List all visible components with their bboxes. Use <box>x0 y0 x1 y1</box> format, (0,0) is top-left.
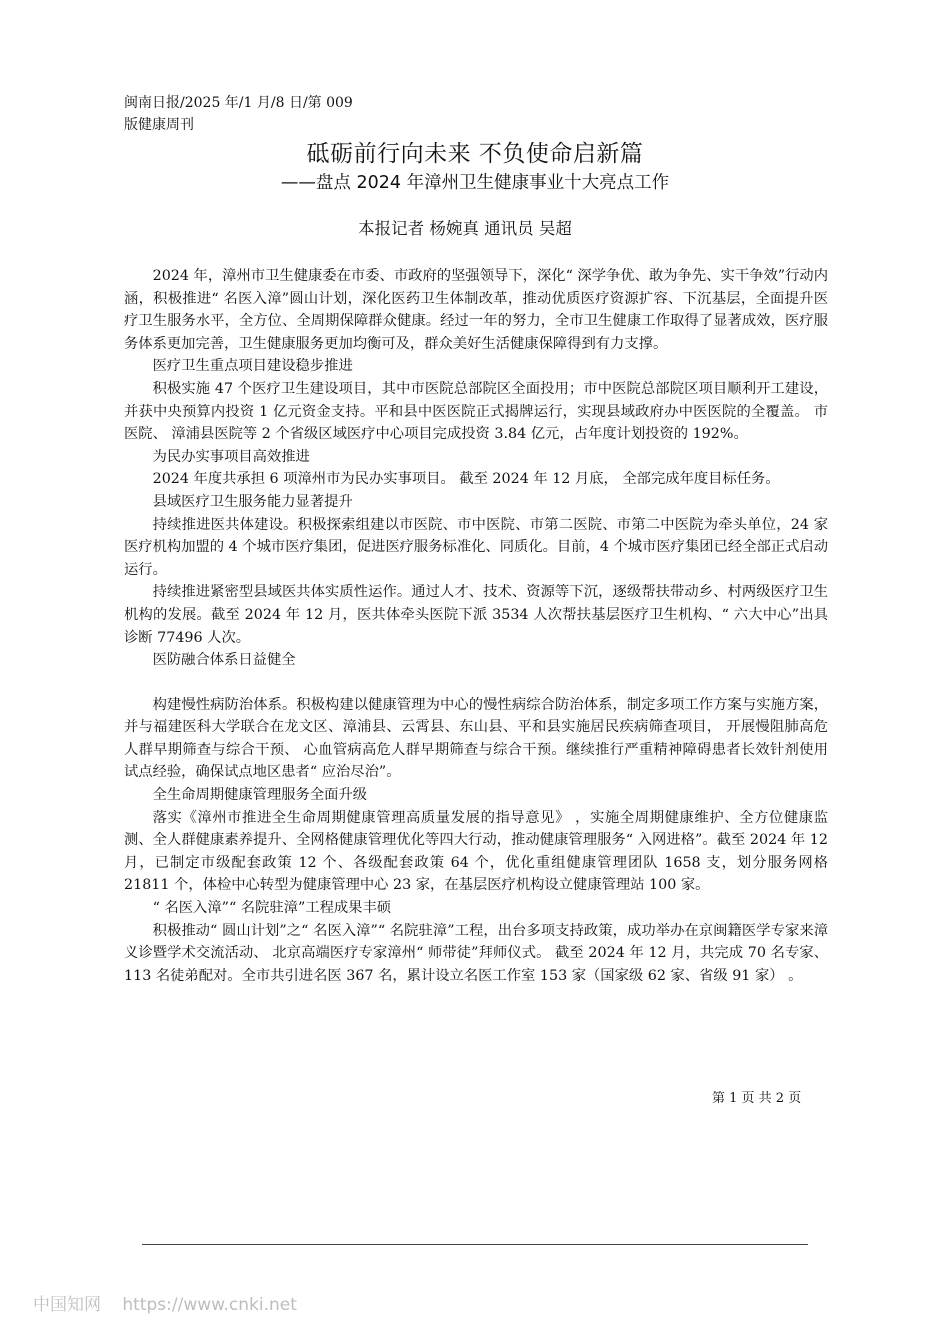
section-heading: 医防融合体系日益健全 <box>152 652 296 669</box>
section-heading: “ 名医入漳”“ 名院驻漳”工程成果丰硕 <box>152 900 392 917</box>
body-paragraph: 积极推动“ 圆山计划”之“ 名医入漳”“ 名院驻漳”工程，出台多项支持政策，成功举办在京闽籍医学专家来漳义诊暨学术交流活动、 北京高端医疗专家漳州“ 师带徒”拜师仪式。 截至 2024 年 12 月，共完成 70 名专家、113 名徒弟配对。全市共引进名医 367 名，累计设立名医工作室 153 家（国家级 62 家、省级 91 家） 。 <box>124 922 828 984</box>
body-paragraph: 积极实施 47 个医疗卫生建设项目，其中市医院总部院区全面投用；市中医院总部院区项目顺利开工建设，并获中央预算内投资 1 亿元资金支持。平和县中医医院正式揭牌运行，实现县域政府办中医医院的全覆盖。 市医院、 漳浦县医院等 2 个省级区域医疗中心项目完成投资 3.84 亿元，占年度计划投资的 192%。 <box>124 380 828 443</box>
footer-divider <box>142 1244 808 1245</box>
article-byline: 本报记者 杨婉真 通讯员 吴超 <box>358 219 572 238</box>
body-paragraph: 2024 年度共承担 6 项漳州市为民办实事项目。 截至 2024 年 12 月底， 全部完成年度目标任务。 <box>152 471 780 488</box>
body-paragraph: 持续推进医共体建设。积极探索组建以市医院、市中医院、市第二医院、市第二中医院为牵头单位，24 家医疗机构加盟的 4 个城市医疗集团，促进医疗服务标准化、同质化。目前，4 个城市医疗集团已经全部正式启动运行。 <box>124 516 828 578</box>
article-title: 砥砺前行向未来 不负使命启新篇 <box>306 141 644 167</box>
watermark-brand: 中国知网 <box>33 1295 101 1315</box>
section-heading: 为民办实事项目高效推进 <box>152 448 310 465</box>
cnki-watermark <box>33 1293 297 1317</box>
page-number: 第 1 页 共 2 页 <box>712 1091 802 1106</box>
body-paragraph: 持续推进紧密型县域医共体实质性运作。通过人才、技术、资源等下沉，逐级帮扶带动乡、村两级医疗卫生机构的发展。截至 2024 年 12 月，医共体牵头医院下派 3534 人次帮扶基层医疗卫生机构、“ 六大中心”出具诊断 77496 人次。 <box>124 584 828 646</box>
section-heading: 医疗卫生重点项目建设稳步推进 <box>152 358 353 375</box>
newspaper-source: 闽南日报/2025 年/1 月/8 日/第 009 版健康周刊 <box>124 95 353 133</box>
section-heading: 县域医疗卫生服务能力显著提升 <box>152 493 353 510</box>
intro-paragraph: 2024 年，漳州市卫生健康委在市委、市政府的坚强领导下，深化“ 深学争优、敢为争先、实干争效”行动内涵，积极推进“ 名医入漳”圆山计划，深化医药卫生体制改革，推动优质医疗资源扩容、下沉基层，全面提升医疗卫生服务水平，全方位、全周期保障群众健康。经过一年的努力，全市卫生健康工作取得了显著成效，医疗服务体系更加完善，卫生健康服务更加均衡可及，群众美好生活健康保障得到有力支撑。 <box>124 268 828 352</box>
body-paragraph: 落实《漳州市推进全生命周期健康管理高质量发展的指导意见》 ，实施全周期健康维护、全方位健康监测、全人群健康素养提升、全网格健康管理优化等四大行动，推动健康管理服务“ 入网进格”。截至 2024 年 12 月，已制定市级配套政策 12 个、各级配套政策 64 个，优化重组健康管理团队 1658 支，划分服务网格 21811 个，体检中心转型为健康管理中心 23 家，在基层医疗机构设立健康管理站 100 家。 <box>124 809 828 894</box>
article-subtitle: ——盘点 2024 年漳州卫生健康事业十大亮点工作 <box>280 173 670 193</box>
watermark-url: https://www.cnki.net <box>122 1295 297 1315</box>
blank-line <box>124 672 828 694</box>
section-heading: 全生命周期健康管理服务全面升级 <box>152 787 368 804</box>
body-paragraph: 构建慢性病防治体系。积极构建以健康管理为中心的慢性病综合防治体系，制定多项工作方案与实施方案，并与福建医科大学联合在龙文区、漳浦县、云霄县、东山县、平和县实施居民疾病筛查项目， 开展慢阻肺高危人群早期筛查与综合干预、 心血管病高危人群早期筛查与综合干预。继续推行严重精神障碍患者长效针剂使用试点经验，确保试点地区患者“ 应治尽治”。 <box>124 696 828 781</box>
article-body <box>124 265 828 987</box>
